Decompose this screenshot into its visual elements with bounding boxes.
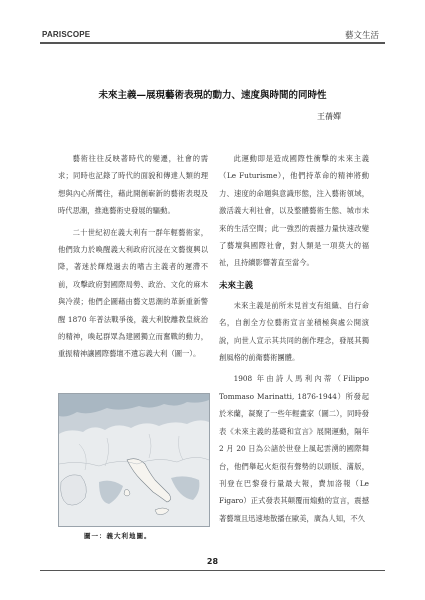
section-heading: 未來主義 (219, 280, 254, 291)
section-name: 藝文生活 (344, 31, 379, 41)
europe-map-image (59, 394, 209, 526)
left-paragraph-2: 二十世紀初在義大利有一群年輕藝術家，他們致力於喚醒義大利政府沉浸在文藝復興以降，著迷於輝煌過去的嗜古主義者的遲滯不前，攻擊政府對國際局勢、政治、文化的麻木與冷漠；他們企圖藉由藝文思潮的革新重新警醒 1870 年普法戰爭後，義大利脫離教皇統治的精神，喚起群眾為建國獨立而奮戰的動力，重振精神讓國際藝壇不遺忘義大利（圖一）。 (58, 227, 208, 359)
left-column (58, 150, 208, 367)
header-rule (40, 42, 385, 44)
right-column (219, 150, 369, 531)
footer-rule (40, 570, 385, 571)
right-paragraph-2: 1908 年由詩人馬利內蒂（Filippo Tommaso Marinatti, 1876-1944）所發起於米蘭，凝聚了一些年輕畫家（圖二），同時發表《未來主義的基礎和宣言》展開運動，隔年 2 月 20 日為公諸於世登上風起雲湧的國際舞台，他們舉起火炬很有聲勢的以頭版、滿版，刊登在巴黎發行量最大報，費加洛報（Le Figaro）正式發表其顛覆而煽動的宣言，震撼著藝壇且迅速地散播在歐美，廣為人知，不久 (219, 374, 369, 523)
magazine-name: PARISCOPE (42, 30, 91, 39)
right-intro-paragraph: 此運動即是造成國際性衝擊的未來主義（Le Futurisme），他們持革命的精神將動力、速度的命題與意識形態，注入藝術領域，激活義大利社會，以及整體藝術生態、城市未來的生活空間；此一強烈的震撼力量快速改變了藝壇與國際社會，對人類是一項莫大的福祉，且持續影響著直至當今。 (219, 154, 369, 268)
article-author: 王蒨嬋 (317, 112, 341, 121)
right-paragraph-1: 未來主義是前所未見首支有組織、自行命名，自創全方位藝術宣言並積極與處公開演說，向世人宣示其共同的創作理念，發展其獨創風格的前衛藝術團體。 (219, 300, 369, 363)
page-number: 28 (206, 557, 219, 566)
figure-caption: 圖一：義大利地圖。 (84, 532, 152, 540)
map-figure (58, 393, 210, 527)
article-title: 未來主義—展現藝術表現的動力、速度與時間的同時性 (98, 90, 327, 101)
left-paragraph-1: 藝術往往反映著時代的變遷，社會的需求；同時也記錄了時代的面貌和傳達人類的理想與內心所嚮往，藉此開創嶄新的藝術表現及時代思潮，推進藝術史發展的驅動。 (58, 154, 208, 216)
